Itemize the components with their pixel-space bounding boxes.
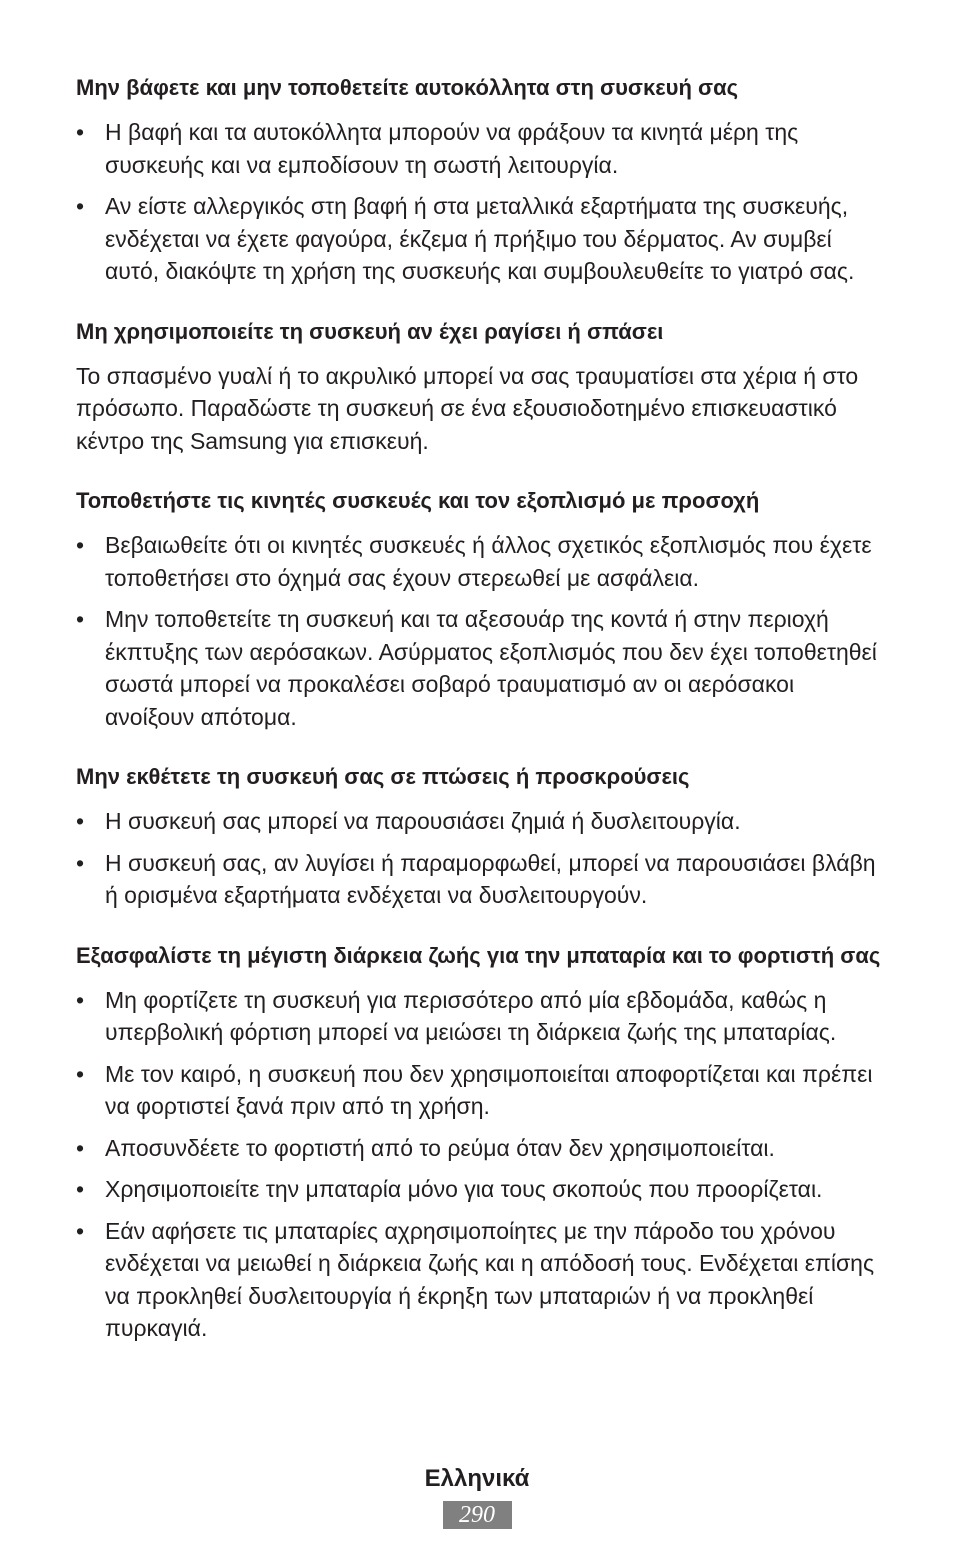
document-body	[76, 72, 886, 1373]
footer-language: Ελληνικά	[424, 1465, 530, 1492]
bullet-item	[76, 603, 886, 733]
bullet-item	[76, 190, 886, 288]
bullet-text: Βεβαιωθείτε ότι οι κινητές συσκευές ή άλλος σχετικός εξοπλισμός που έχετε τοποθετήσει στο όχημά σας έχουν στερεωθεί με ασφάλεια.	[105, 532, 872, 591]
bullet-list	[76, 529, 886, 733]
bullet-item	[76, 805, 886, 838]
bullet-list	[76, 116, 886, 288]
bullet-icon: •	[76, 1176, 85, 1202]
bullet-item	[76, 1058, 886, 1123]
section-mobile-equipment	[76, 485, 886, 733]
bullet-text: Με τον καιρό, η συσκευή που δεν χρησιμοποιείται αποφορτίζεται και πρέπει να φορτιστεί ξανά πριν από τη χρήση.	[105, 1060, 873, 1119]
page-number: 290	[443, 1501, 512, 1529]
bullet-list	[76, 984, 886, 1345]
bullet-icon: •	[76, 193, 85, 219]
bullet-text: Η βαφή και τα αυτοκόλλητα μπορούν να φράξουν τα κινητά μέρη της συσκευής και να εμποδίσουν τη σωστή λειτουργία.	[105, 119, 799, 178]
section-cracked-device	[76, 316, 886, 458]
bullet-text: Αν είστε αλλεργικός στη βαφή ή στα μεταλλικά εξαρτήματα της συσκευής, ενδέχεται να έχετε φαγούρα, έκζεμα ή πρήξιμο του δέρματος. Αν συμβεί αυτό, διακόψτε τη χρήση της συσκευής και συμβουλευθείτε το γιατρό σας.	[105, 193, 855, 284]
section-paragraph: Το σπασμένο γυαλί ή το ακρυλικό μπορεί να σας τραυματίσει στα χέρια ή στο πρόσωπο. Παραδώστε τη συσκευή σε ένα εξουσιοδοτημένο επισκευαστικό κέντρο της Samsung για επισκευή.	[76, 362, 859, 454]
bullet-text: Μη φορτίζετε τη συσκευή για περισσότερο από μία εβδομάδα, καθώς η υπερβολική φόρτιση μπορεί να μειώσει τη διάρκεια ζωής της μπαταρίας.	[105, 986, 837, 1045]
bullet-text: Εάν αφήσετε τις μπαταρίες αχρησιμοποίητες με την πάροδο του χρόνου ενδέχεται να μειωθεί η διάρκεια ζωής και η απόδοσή τους. Ενδέχεται επίσης να προκληθεί δυσλειτουργία ή έκρηξη των μπαταριών ή να προκληθεί πυρκαγιά.	[105, 1217, 875, 1341]
bullet-list	[76, 805, 886, 912]
section-battery-life	[76, 940, 886, 1345]
bullet-item	[76, 847, 886, 912]
bullet-icon: •	[76, 1134, 85, 1161]
bullet-icon: •	[76, 532, 85, 558]
bullet-item	[76, 1132, 886, 1165]
bullet-item	[76, 1215, 886, 1345]
section-heading: Τοποθετήστε τις κινητές συσκευές και τον εξοπλισμό με προσοχή	[76, 488, 760, 513]
bullet-item	[76, 529, 886, 594]
section-heading: Εξασφαλίστε τη μέγιστη διάρκεια ζωής για την μπαταρία και το φορτιστή σας	[76, 942, 881, 968]
section-heading: Μη χρησιμοποιείτε τη συσκευή αν έχει ραγίσει ή σπάσει	[76, 318, 664, 344]
bullet-icon: •	[76, 1217, 85, 1244]
bullet-icon: •	[76, 808, 85, 834]
bullet-item	[76, 984, 886, 1049]
bullet-text: Η συσκευή σας, αν λυγίσει ή παραμορφωθεί, μπορεί να παρουσιάσει βλάβη ή ορισμένα εξαρτήματα ενδέχεται να δυσλειτουργούν.	[105, 849, 876, 908]
bullet-text: Μην τοποθετείτε τη συσκευή και τα αξεσουάρ της κοντά ή στην περιοχή έκπτυξης των αερόσακων. Ασύρματος εξοπλισμός που δεν έχει τοποθετηθεί σωστά μπορεί να προκαλέσει σοβαρό τραυματισμό αν οι αερόσακοι ανοίξουν απότομα.	[105, 606, 877, 730]
bullet-text: Η συσκευή σας μπορεί να παρουσιάσει ζημιά ή δυσλειτουργία.	[105, 808, 741, 834]
section-heading: Μην εκθέτετε τη συσκευή σας σε πτώσεις ή προσκρούσεις	[76, 764, 690, 789]
section-drops-impacts	[76, 761, 886, 912]
bullet-item	[76, 116, 886, 181]
bullet-icon: •	[76, 1060, 85, 1087]
bullet-icon: •	[76, 606, 85, 632]
section-paint-stickers	[76, 72, 886, 288]
bullet-text: Αποσυνδέετε το φορτιστή από το ρεύμα όταν δεν χρησιμοποιείται.	[105, 1134, 775, 1161]
bullet-text: Χρησιμοποιείτε την μπαταρία μόνο για τους σκοπούς που προορίζεται.	[105, 1176, 823, 1202]
section-heading: Μην βάφετε και μην τοποθετείτε αυτοκόλλητα στη συσκευή σας	[76, 75, 739, 100]
bullet-icon: •	[76, 119, 85, 145]
bullet-icon: •	[76, 849, 85, 876]
page-footer	[0, 1463, 954, 1529]
bullet-item	[76, 1173, 886, 1206]
bullet-icon: •	[76, 986, 85, 1013]
